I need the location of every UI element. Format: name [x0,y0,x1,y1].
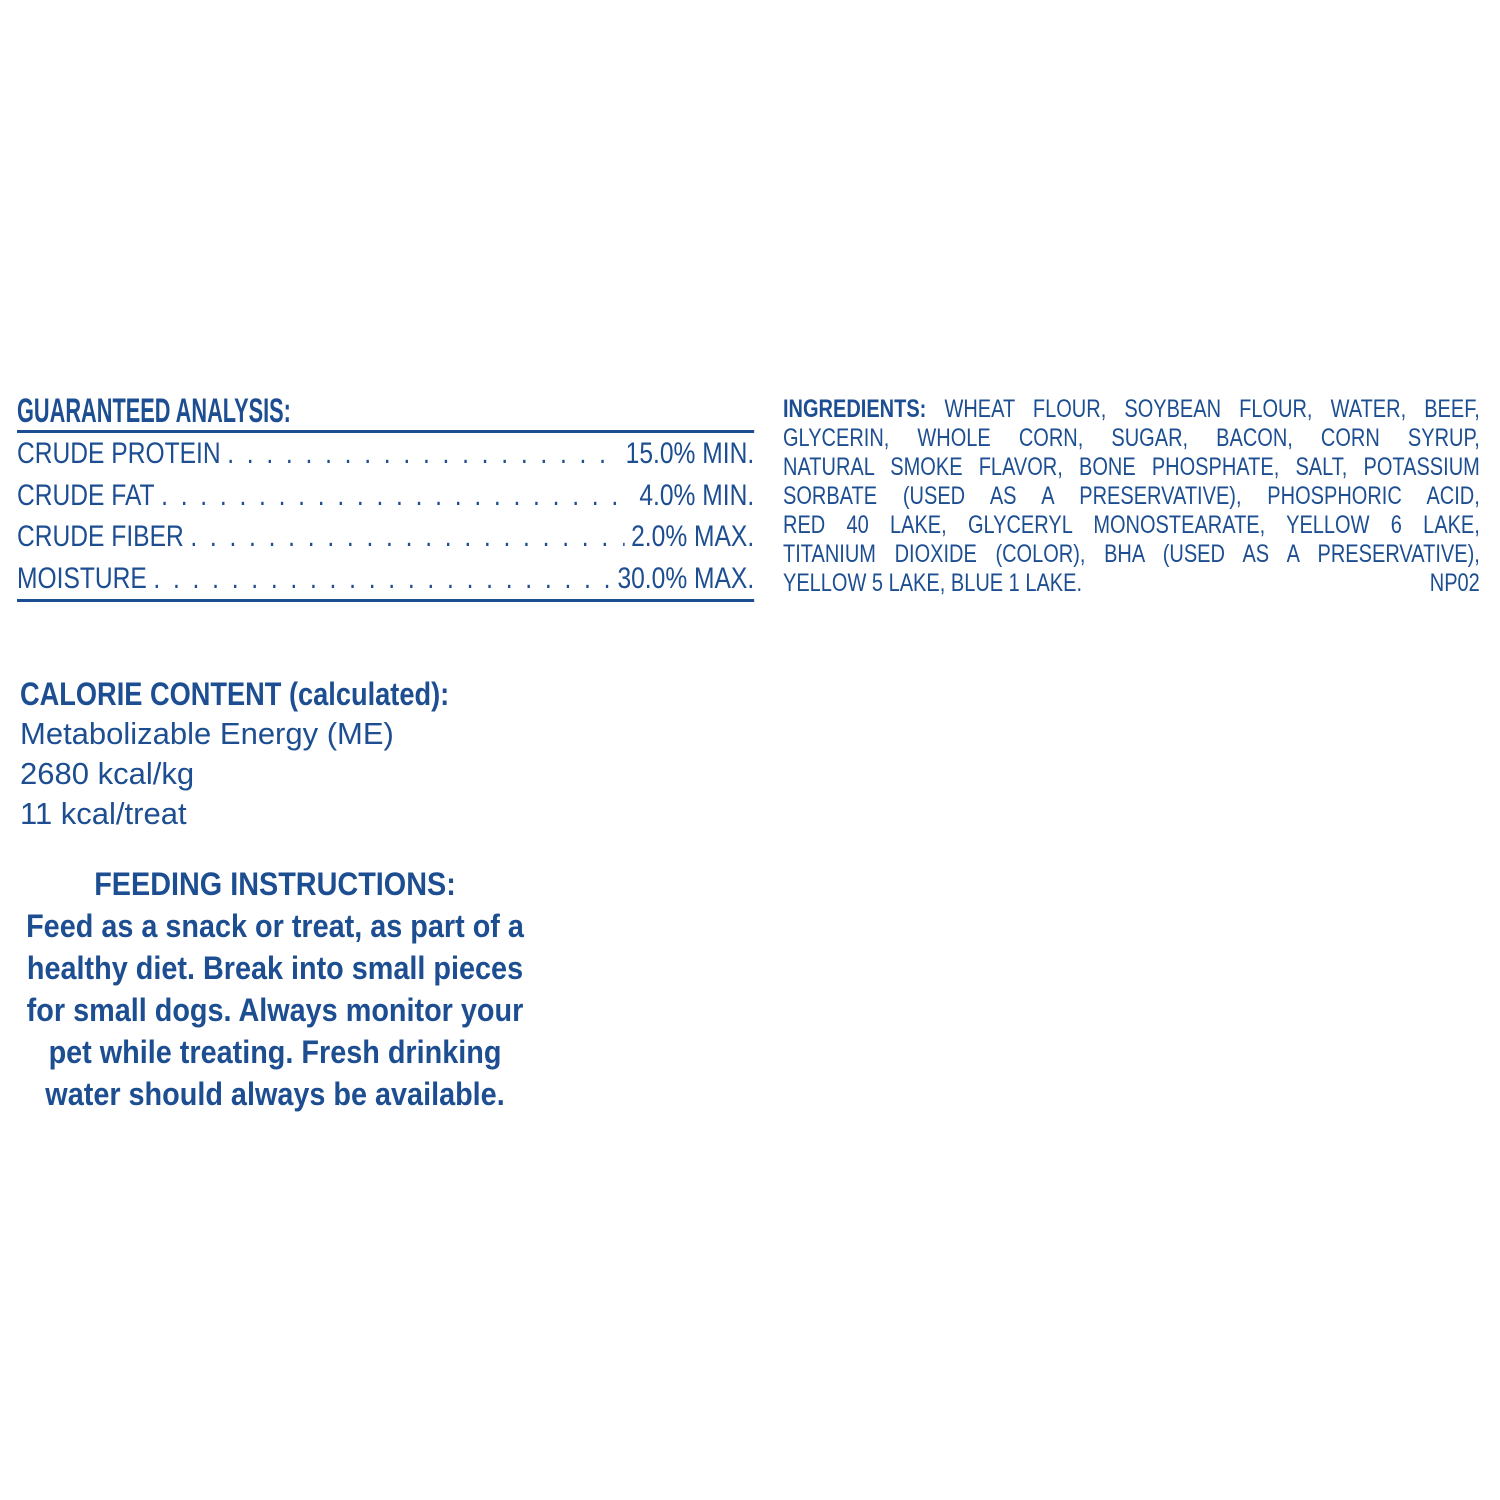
guaranteed-analysis-title [17,394,754,428]
feeding-instructions-line: healthy diet. Break into small pieces [26,950,524,986]
feeding-instructions-title: FEEDING INSTRUCTIONS: [94,866,456,902]
nutrient-value: 4.0% MIN. [639,478,755,512]
ingredients-line-text: WHEAT FLOUR, SOYBEAN FLOUR, WATER, BEEF, [944,395,1480,423]
nutrient-label: MOISTURE [17,561,147,595]
calorie-content-section [20,674,700,834]
feeding-instructions-line: water should always be available. [45,1076,505,1112]
ingredients-line [783,569,1480,598]
feeding-instructions-section [5,863,545,1115]
table-row [17,516,754,558]
ingredients-line: NATURAL SMOKE FLAVOR, BONE PHOSPHATE, SALT, POTASSIUM [783,453,1480,481]
feeding-instructions-line: pet while treating. Fresh drinking [48,1034,502,1070]
ingredients-line-text: YELLOW 5 LAKE, BLUE 1 LAKE. [783,569,1083,597]
dot-leader [190,516,624,558]
calorie-content-title-text: CALORIE CONTENT (calculated): [20,676,450,712]
table-row [17,433,754,475]
ingredients-line: GLYCERIN, WHOLE CORN, SUGAR, BACON, CORN SYRUP, [783,424,1480,452]
product-code: NP02 [1429,569,1480,597]
ingredients-line: TITANIUM DIOXIDE (COLOR), BHA (USED AS A PRESERVATIVE), [783,540,1480,568]
ingredients-heading: INGREDIENTS: [783,395,927,423]
nutrient-value: 2.0% MAX. [631,520,755,553]
calorie-line: 2680 kcal/kg [20,756,195,791]
calorie-content-title [20,674,700,714]
nutrient-value: 15.0% MIN. [625,437,755,470]
nutrient-label: CRUDE PROTEIN [17,437,221,470]
calorie-line: 11 kcal/treat [20,796,187,831]
nutrient-label: CRUDE FIBER [17,520,184,553]
ingredients-line [783,395,1480,424]
dot-leader [153,558,610,600]
table-row [17,475,754,517]
table-row [17,558,754,600]
feeding-instructions-line: Feed as a snack or treat, as part of a [26,908,524,944]
guaranteed-analysis-section [17,394,754,602]
dot-leader [227,433,619,475]
ingredients-line: SORBATE (USED AS A PRESERVATIVE), PHOSPHORIC ACID, [783,482,1480,510]
ingredients-section [783,395,1480,598]
guaranteed-analysis-rows [17,433,754,602]
dot-leader [161,475,633,517]
guaranteed-analysis-title-text: GUARANTEED ANALYSIS: [17,392,291,430]
calorie-line: Metabolizable Energy (ME) [20,716,394,751]
nutrient-value: 30.0% MAX. [617,561,755,595]
feeding-instructions-line: for small dogs. Always monitor your [26,992,524,1028]
ingredients-line: RED 40 LAKE, GLYCERYL MONOSTEARATE, YELLOW 6 LAKE, [783,511,1480,539]
nutrient-label: CRUDE FAT [17,478,155,512]
